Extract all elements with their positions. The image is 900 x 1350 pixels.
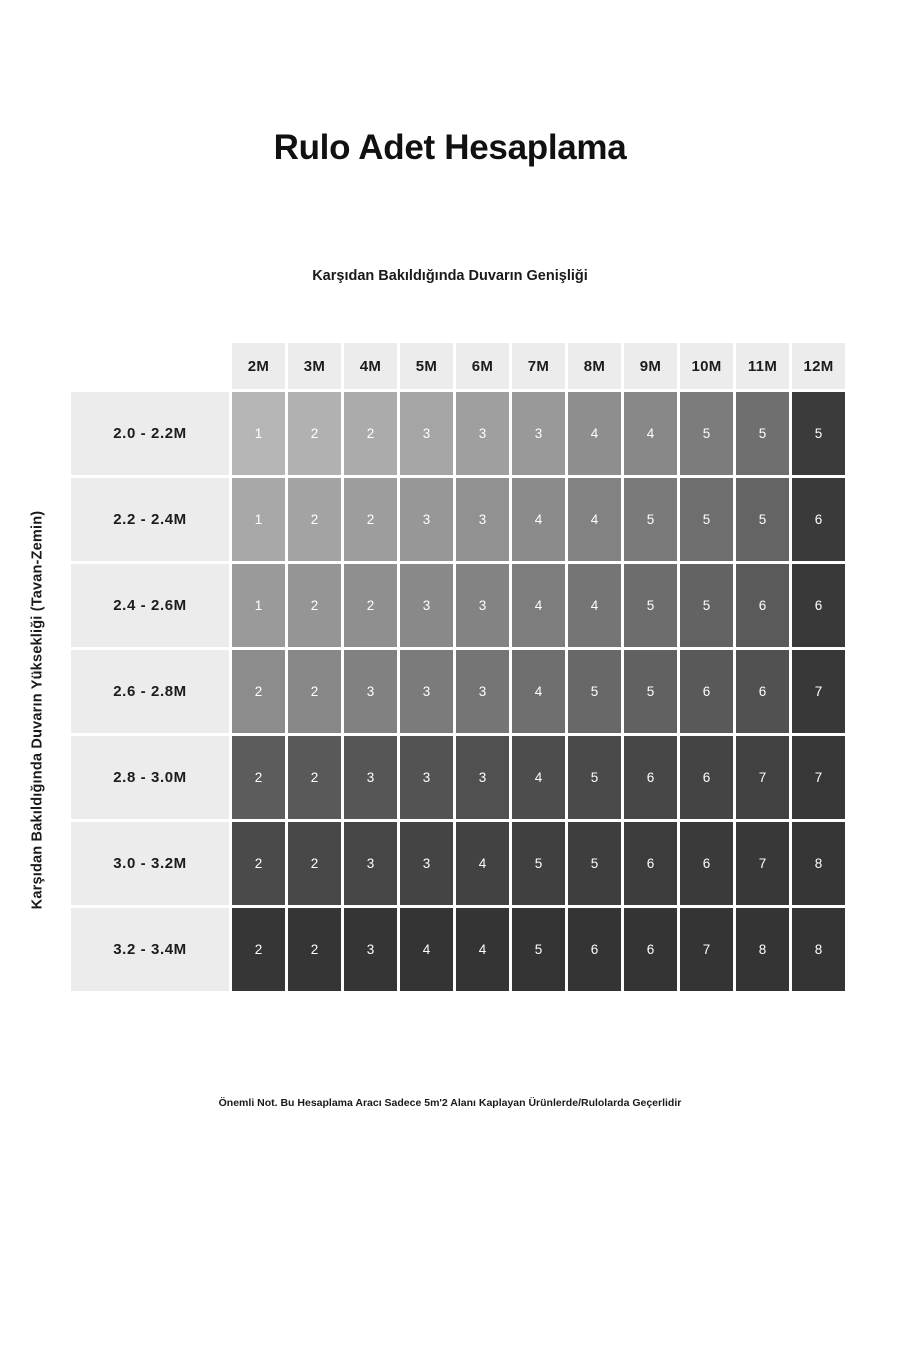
column-header: 6M (456, 343, 509, 389)
heatmap-cell: 5 (512, 822, 565, 905)
heatmap-cell: 4 (512, 650, 565, 733)
heatmap-cell: 3 (400, 650, 453, 733)
heatmap-cell: 3 (400, 736, 453, 819)
heatmap-cell: 2 (288, 736, 341, 819)
heatmap-cell: 5 (680, 478, 733, 561)
matrix-row (71, 564, 845, 647)
heatmap-cell: 4 (568, 392, 621, 475)
heatmap-cell: 2 (288, 822, 341, 905)
heatmap-grid (68, 340, 848, 994)
matrix-row (71, 650, 845, 733)
heatmap-cell: 6 (568, 908, 621, 991)
heatmap-cell: 6 (624, 822, 677, 905)
heatmap-cell: 4 (512, 564, 565, 647)
heatmap-cell: 5 (568, 736, 621, 819)
heatmap-cell: 7 (736, 736, 789, 819)
top-axis-label: Karşıdan Bakıldığında Duvarın Genişliği (312, 268, 588, 284)
heatmap-cell: 1 (232, 392, 285, 475)
heatmap-cell: 5 (624, 564, 677, 647)
row-header: 2.2 - 2.4M (71, 478, 229, 561)
heatmap-cell: 5 (568, 650, 621, 733)
heatmap-cell: 2 (288, 650, 341, 733)
heatmap-cell: 2 (288, 908, 341, 991)
heatmap-cell: 2 (344, 478, 397, 561)
row-header: 2.8 - 3.0M (71, 736, 229, 819)
matrix-row (71, 478, 845, 561)
heatmap-cell: 3 (456, 478, 509, 561)
column-header: 12M (792, 343, 845, 389)
column-header: 4M (344, 343, 397, 389)
heatmap-cell: 8 (792, 822, 845, 905)
heatmap-cell: 2 (288, 478, 341, 561)
footnote: Önemli Not. Bu Hesaplama Aracı Sadece 5m'2 Alanı Kaplayan Ürünlerde/Rulolarda Geçerlidir (218, 1097, 682, 1109)
heatmap-cell: 3 (456, 392, 509, 475)
row-header: 3.0 - 3.2M (71, 822, 229, 905)
heatmap-cell: 2 (344, 392, 397, 475)
heatmap-cell: 5 (680, 392, 733, 475)
heatmap-cell: 3 (456, 736, 509, 819)
heatmap-cell: 5 (624, 650, 677, 733)
heatmap-cell: 4 (456, 822, 509, 905)
heatmap-cell: 2 (288, 392, 341, 475)
matrix-header-row (71, 343, 845, 389)
matrix-row (71, 392, 845, 475)
heatmap-cell: 4 (456, 908, 509, 991)
heatmap-cell: 3 (512, 392, 565, 475)
roll-count-matrix (68, 340, 848, 994)
column-header: 5M (400, 343, 453, 389)
heatmap-cell: 4 (400, 908, 453, 991)
heatmap-cell: 3 (400, 564, 453, 647)
heatmap-cell: 4 (568, 564, 621, 647)
matrix-row (71, 908, 845, 991)
heatmap-cell: 7 (792, 736, 845, 819)
row-header: 2.0 - 2.2M (71, 392, 229, 475)
heatmap-cell: 2 (344, 564, 397, 647)
heatmap-cell: 3 (344, 908, 397, 991)
heatmap-cell: 6 (680, 822, 733, 905)
column-header: 10M (680, 343, 733, 389)
heatmap-cell: 6 (624, 736, 677, 819)
heatmap-cell: 3 (344, 736, 397, 819)
heatmap-cell: 5 (624, 478, 677, 561)
heatmap-cell: 4 (568, 478, 621, 561)
heatmap-cell: 6 (680, 736, 733, 819)
heatmap-cell: 6 (792, 478, 845, 561)
heatmap-cell: 5 (568, 822, 621, 905)
column-header: 11M (736, 343, 789, 389)
heatmap-cell: 6 (792, 564, 845, 647)
row-header: 3.2 - 3.4M (71, 908, 229, 991)
heatmap-cell: 5 (792, 392, 845, 475)
heatmap-cell: 2 (232, 650, 285, 733)
heatmap-cell: 7 (792, 650, 845, 733)
heatmap-cell: 3 (344, 822, 397, 905)
page-title: Rulo Adet Hesaplama (273, 128, 627, 167)
heatmap-cell: 2 (288, 564, 341, 647)
heatmap-cell: 3 (400, 822, 453, 905)
column-header: 7M (512, 343, 565, 389)
heatmap-cell: 2 (232, 736, 285, 819)
heatmap-cell: 3 (344, 650, 397, 733)
heatmap-cell: 8 (736, 908, 789, 991)
heatmap-cell: 2 (232, 908, 285, 991)
matrix-body (71, 392, 845, 991)
heatmap-cell: 4 (512, 736, 565, 819)
row-header: 2.6 - 2.8M (71, 650, 229, 733)
heatmap-cell: 2 (232, 822, 285, 905)
heatmap-cell: 1 (232, 564, 285, 647)
heatmap-cell: 6 (624, 908, 677, 991)
heatmap-cell: 3 (400, 478, 453, 561)
left-axis-label-text: Karşıdan Bakıldığında Duvarın Yüksekliği (Tavan-Zemin) (29, 510, 46, 910)
matrix-corner-cell (71, 343, 229, 389)
column-header: 9M (624, 343, 677, 389)
matrix-row (71, 736, 845, 819)
heatmap-cell: 3 (456, 564, 509, 647)
heatmap-cell: 5 (736, 392, 789, 475)
heatmap-cell: 4 (512, 478, 565, 561)
heatmap-cell: 3 (456, 650, 509, 733)
heatmap-cell: 1 (232, 478, 285, 561)
heatmap-cell: 7 (736, 822, 789, 905)
heatmap-cell: 7 (680, 908, 733, 991)
column-header: 8M (568, 343, 621, 389)
column-header: 3M (288, 343, 341, 389)
heatmap-cell: 6 (736, 564, 789, 647)
heatmap-cell: 8 (792, 908, 845, 991)
heatmap-cell: 6 (736, 650, 789, 733)
row-header: 2.4 - 2.6M (71, 564, 229, 647)
left-axis-label (22, 380, 52, 1040)
heatmap-cell: 6 (680, 650, 733, 733)
heatmap-cell: 5 (736, 478, 789, 561)
heatmap-cell: 5 (680, 564, 733, 647)
matrix-row (71, 822, 845, 905)
heatmap-cell: 4 (624, 392, 677, 475)
column-header: 2M (232, 343, 285, 389)
heatmap-cell: 3 (400, 392, 453, 475)
heatmap-cell: 5 (512, 908, 565, 991)
